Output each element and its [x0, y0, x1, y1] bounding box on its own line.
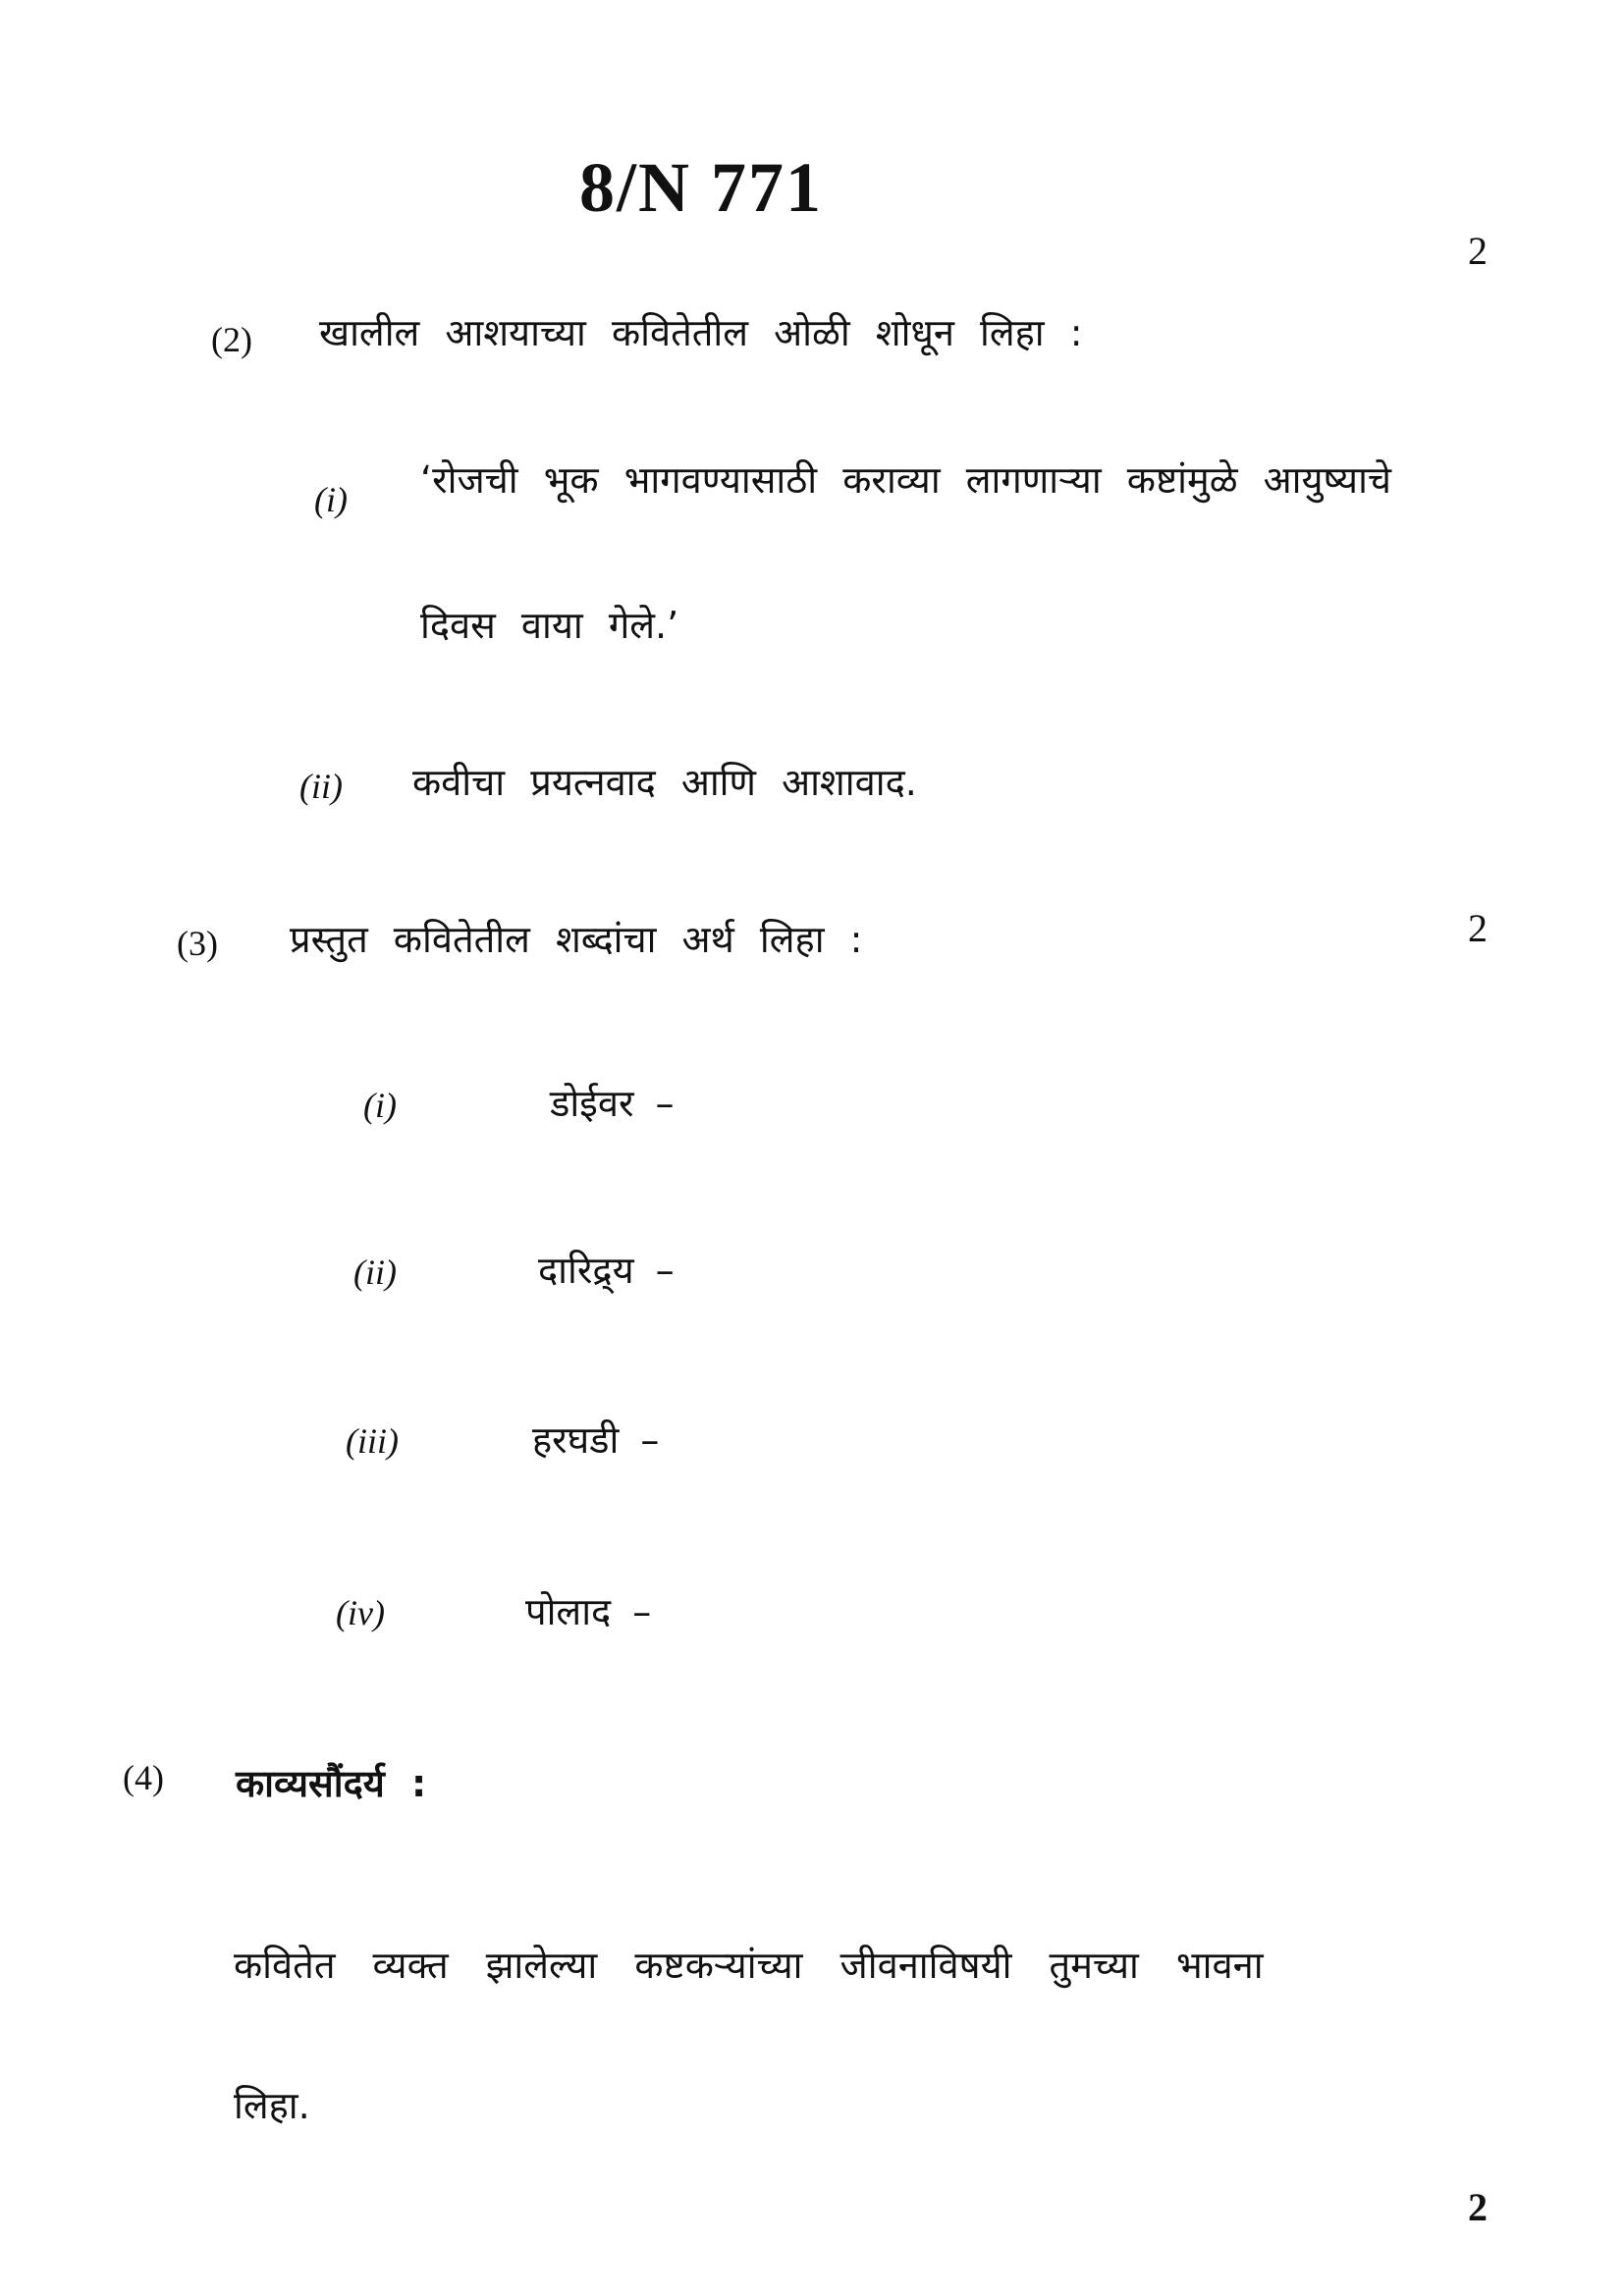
q3-prompt: प्रस्तुत कवितेतील शब्दांचा अर्थ लिहा : — [290, 918, 863, 961]
q3-item-1-number: (i) — [363, 1086, 397, 1125]
q3-item-1-word — [550, 1077, 675, 1128]
q3-item-2-number: (ii) — [353, 1253, 397, 1292]
q2-item-1-line-2: दिवस वाया गेले.’ — [420, 604, 679, 647]
q3-item-4-word — [525, 1585, 651, 1636]
q3-item-4-number: (iv) — [336, 1593, 385, 1632]
q3-number: (3) — [177, 924, 218, 963]
q2-item-2-line-1: कवीचा प्रयत्नवाद आणि आशावाद. — [412, 761, 917, 804]
q2-item-2-number: (ii) — [299, 767, 343, 806]
q4-heading: काव्यसौंदर्य : — [236, 1762, 427, 1805]
q2-marks: 2 — [1468, 229, 1488, 273]
q3-item-3-dash: – — [640, 1418, 660, 1462]
q3-marks: 2 — [1468, 906, 1488, 950]
q3-item-3-word-text: हरघडी — [532, 1418, 620, 1462]
paper-code: 8/N 771 — [579, 148, 823, 227]
q3-item-2-dash: – — [655, 1249, 675, 1292]
q3-item-1-dash: – — [655, 1082, 675, 1125]
q4-marks: 2 — [1468, 2185, 1488, 2229]
q3-item-1-word-text: डोईवर — [550, 1082, 634, 1125]
q3-item-4-word-text: पोलाद — [525, 1590, 612, 1633]
q3-item-3-number: (iii) — [346, 1421, 399, 1461]
q3-item-2-word — [538, 1244, 675, 1295]
q4-text-line-2: लिहा. — [234, 2084, 310, 2127]
q2-prompt: खालील आशयाच्या कवितेतील ओळी शोधून लिहा : — [319, 311, 1083, 354]
q3-item-2-word-text: दारिद्र्य — [538, 1249, 634, 1292]
q3-item-3-word — [532, 1414, 659, 1465]
q2-number: (2) — [211, 320, 252, 359]
q3-item-4-dash: – — [632, 1590, 652, 1633]
q2-item-1-number: (i) — [314, 480, 348, 519]
q4-text-line-1: कवितेत व्यक्त झालेल्या कष्टकऱ्यांच्या जीवनाविषयी तुमच्या भावना — [234, 1944, 1264, 1987]
q2-item-1-line-1: ‘रोजची भूक भागवण्यासाठी कराव्या लागणाऱ्या कष्टांमुळे आयुष्याचे — [420, 458, 1392, 502]
q4-number: (4) — [123, 1758, 164, 1797]
